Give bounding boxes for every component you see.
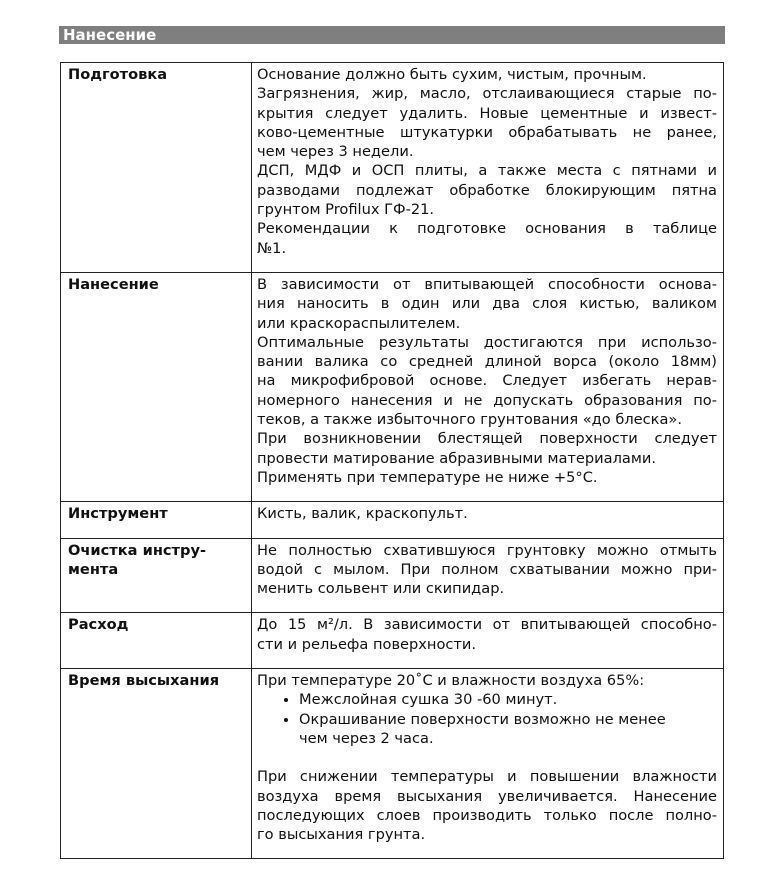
text-line: Рекомендации к подготовке основания в таблице: [257, 220, 717, 238]
text-line: Оптимальные результаты достигаются при использо-: [257, 333, 717, 351]
text-line: или краскораспылителем.: [257, 314, 461, 332]
drying-list: [257, 690, 717, 748]
row-label-line: Очистка инстру-: [68, 541, 207, 559]
text-line: ния наносить в один или два слоя кистью, валиком: [257, 295, 717, 313]
row-label: [61, 502, 252, 538]
table-row: [61, 669, 724, 859]
text-line: менить сольвент или скипидар.: [257, 580, 505, 598]
application-table: [60, 62, 724, 859]
row-label-line: мента: [68, 560, 119, 578]
text-line: разводами подлежат обработке блокирующим пятна: [257, 181, 717, 199]
row-value: [252, 272, 724, 501]
text-line: провести матирование абразивными материалами.: [257, 449, 656, 467]
text-line: водой с мылом. При полном схватывании можно при-: [257, 560, 717, 578]
row-value: [252, 538, 724, 613]
row-label: [61, 272, 252, 501]
text-line: на микрофибровой основе. Следует избегать нерав-: [257, 372, 717, 390]
text-line: В зависимости от впитывающей способности основа-: [257, 275, 717, 293]
text-line: теков, а также избыточного грунтования «до блеска».: [257, 411, 683, 429]
table-row: [61, 63, 724, 273]
section-header: Нанесение: [59, 26, 725, 44]
row-value: [252, 63, 724, 273]
row-label: [61, 613, 252, 669]
row-label-line: Расход: [68, 616, 129, 634]
text-line: крытия следует удалить. Новые цементные и извест-: [257, 104, 717, 122]
text-line: сти и рельефа поверхности.: [257, 635, 477, 653]
text-line: При возникновении блестящей поверхности следует: [257, 430, 717, 448]
text-line: Не полностью схватившуюся грунтовку можно отмыть: [257, 541, 717, 559]
text-line: ково-цементные штукатурки обрабатывать не ранее,: [257, 123, 717, 141]
text-line: воздуха время высыхания увеличивается. Нанесение: [257, 787, 717, 805]
text-line: Основание должно быть сухим, чистым, прочным.: [257, 66, 647, 83]
row-value: [252, 502, 724, 538]
text-line: грунтом Profilux ГФ-21.: [257, 201, 435, 219]
text-line: При снижении температуры и повышении влажности: [257, 768, 717, 786]
row-label-line: Инструмент: [68, 505, 168, 523]
row-label-line: Подготовка: [68, 66, 168, 83]
row-label-line: Нанесение: [68, 275, 159, 293]
text-line: Загрязнения, жир, масло, отслаивающиеся старые по-: [257, 85, 717, 103]
list-item: • Окрашивание поверхности возможно не менее чем через 2 часа.: [299, 710, 717, 749]
row-label-line: Время высыхания: [68, 672, 220, 690]
text-line: номерного нанесения и не допускать образования по-: [257, 391, 717, 409]
table-row: [61, 272, 724, 501]
row-value: [252, 613, 724, 669]
text-line: чем через 3 недели.: [257, 143, 414, 161]
table-row: [61, 502, 724, 538]
text-line: №1.: [257, 239, 287, 257]
row-label: [61, 669, 252, 859]
row-label: [61, 538, 252, 613]
table-row: [61, 538, 724, 613]
row-label: [61, 63, 252, 273]
text-line: последующих слоев производить только после полно-: [257, 806, 717, 824]
text-line: Применять при температуре не ниже +5°С.: [257, 468, 598, 486]
text-line: вании валика со средней длиной ворса (около 18мм): [257, 353, 717, 371]
text-line: До 15 м²/л. В зависимости от впитывающей способно-: [257, 616, 717, 634]
text-line: ДСП, МДФ и ОСП плиты, а также места с пятнами и: [257, 162, 717, 180]
row-value: [252, 669, 724, 859]
drying-intro: При температуре 20˚С и влажности воздуха 65%:: [257, 672, 645, 690]
text-line: го высыхания грунта.: [257, 826, 426, 844]
list-item: • Межслойная сушка 30 -60 минут.: [299, 690, 717, 709]
text-line: Кисть, валик, краскопульт.: [257, 505, 468, 523]
table-row: [61, 613, 724, 669]
